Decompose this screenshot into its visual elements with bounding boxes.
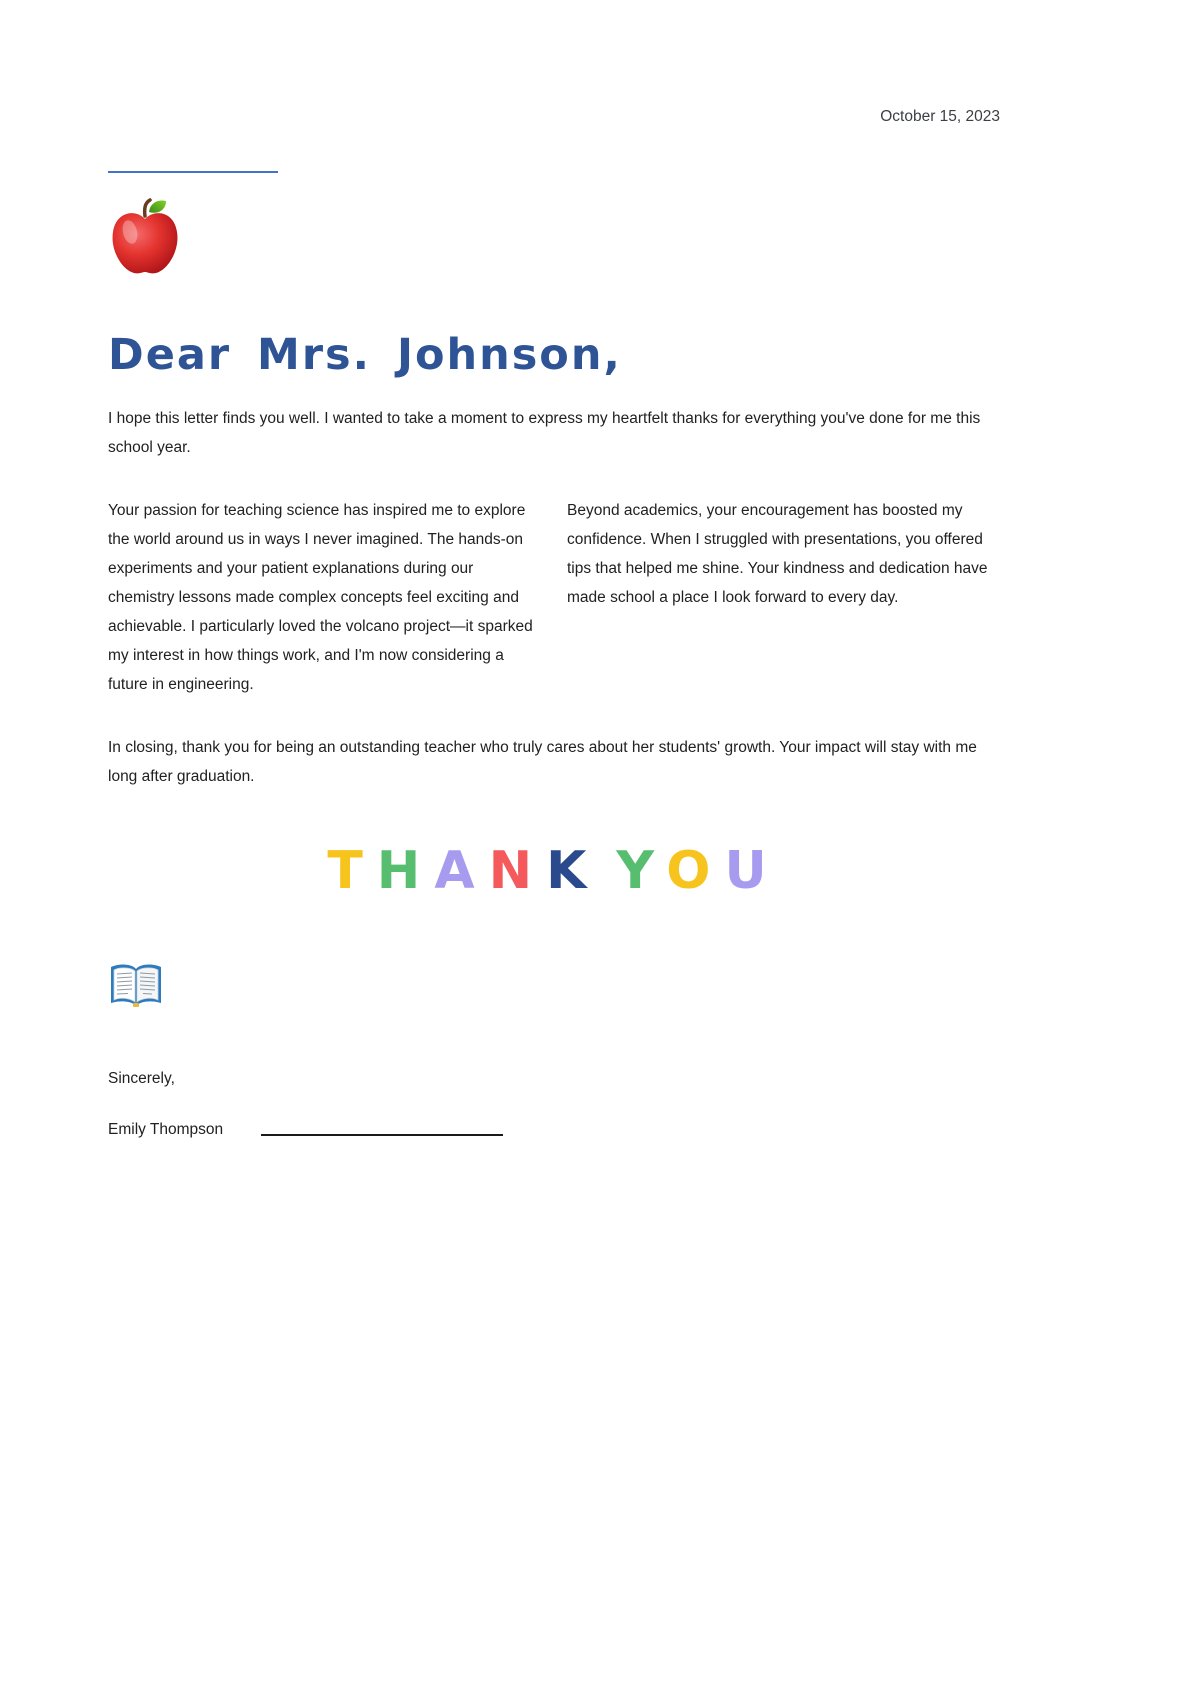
wordart-letter: U [724,841,781,901]
wordart-letter: Y [616,841,667,901]
right-column-paragraph: Beyond academics, your encouragement has boosted my confidence. When I struggled with presentations, you offered tips that helped me shine. Your kindness and dedication have made school a place I look forward to every day. [567,502,988,606]
thank-you-wordart [108,841,1000,901]
signature-name: Emily Thompson [108,1121,224,1138]
intro-paragraph: I hope this letter finds you well. I wanted to take a moment to express my heartfelt thanks for everything you've done for me this school year. [108,410,981,456]
left-column-paragraph: Your passion for teaching science has inspired me to explore the world around us in ways I never imagined. The hands-on experiments and your patient explanations during our chemistry lessons made complex concepts feel exciting and achievable. I particularly loved the volcano project—it sparked my interest in how things work, and I'm now considering a future in engineering. [108,502,533,693]
open-book-icon [108,963,164,1009]
apple-icon [108,198,182,276]
wordart-letter: N [488,841,547,901]
wordart-letter: O [666,841,725,901]
wordart-letter: T [327,841,377,901]
wordart-letter: H [376,841,435,901]
signoff-text: Sincerely, [108,1070,175,1087]
greeting-heading: Dear Mrs. Johnson, [108,330,622,380]
two-column-section [108,496,1000,699]
signature-line [261,1134,503,1136]
letter-date: October 15, 2023 [880,108,1000,125]
header-divider-line [108,171,278,173]
wordart-letter: A [434,841,489,901]
closing-paragraph: In closing, thank you for being an outstanding teacher who truly cares about her students' growth. Your impact will stay with me long after graduation. [108,739,977,785]
wordart-letter: K [546,841,601,901]
signature-row [108,1115,1000,1144]
